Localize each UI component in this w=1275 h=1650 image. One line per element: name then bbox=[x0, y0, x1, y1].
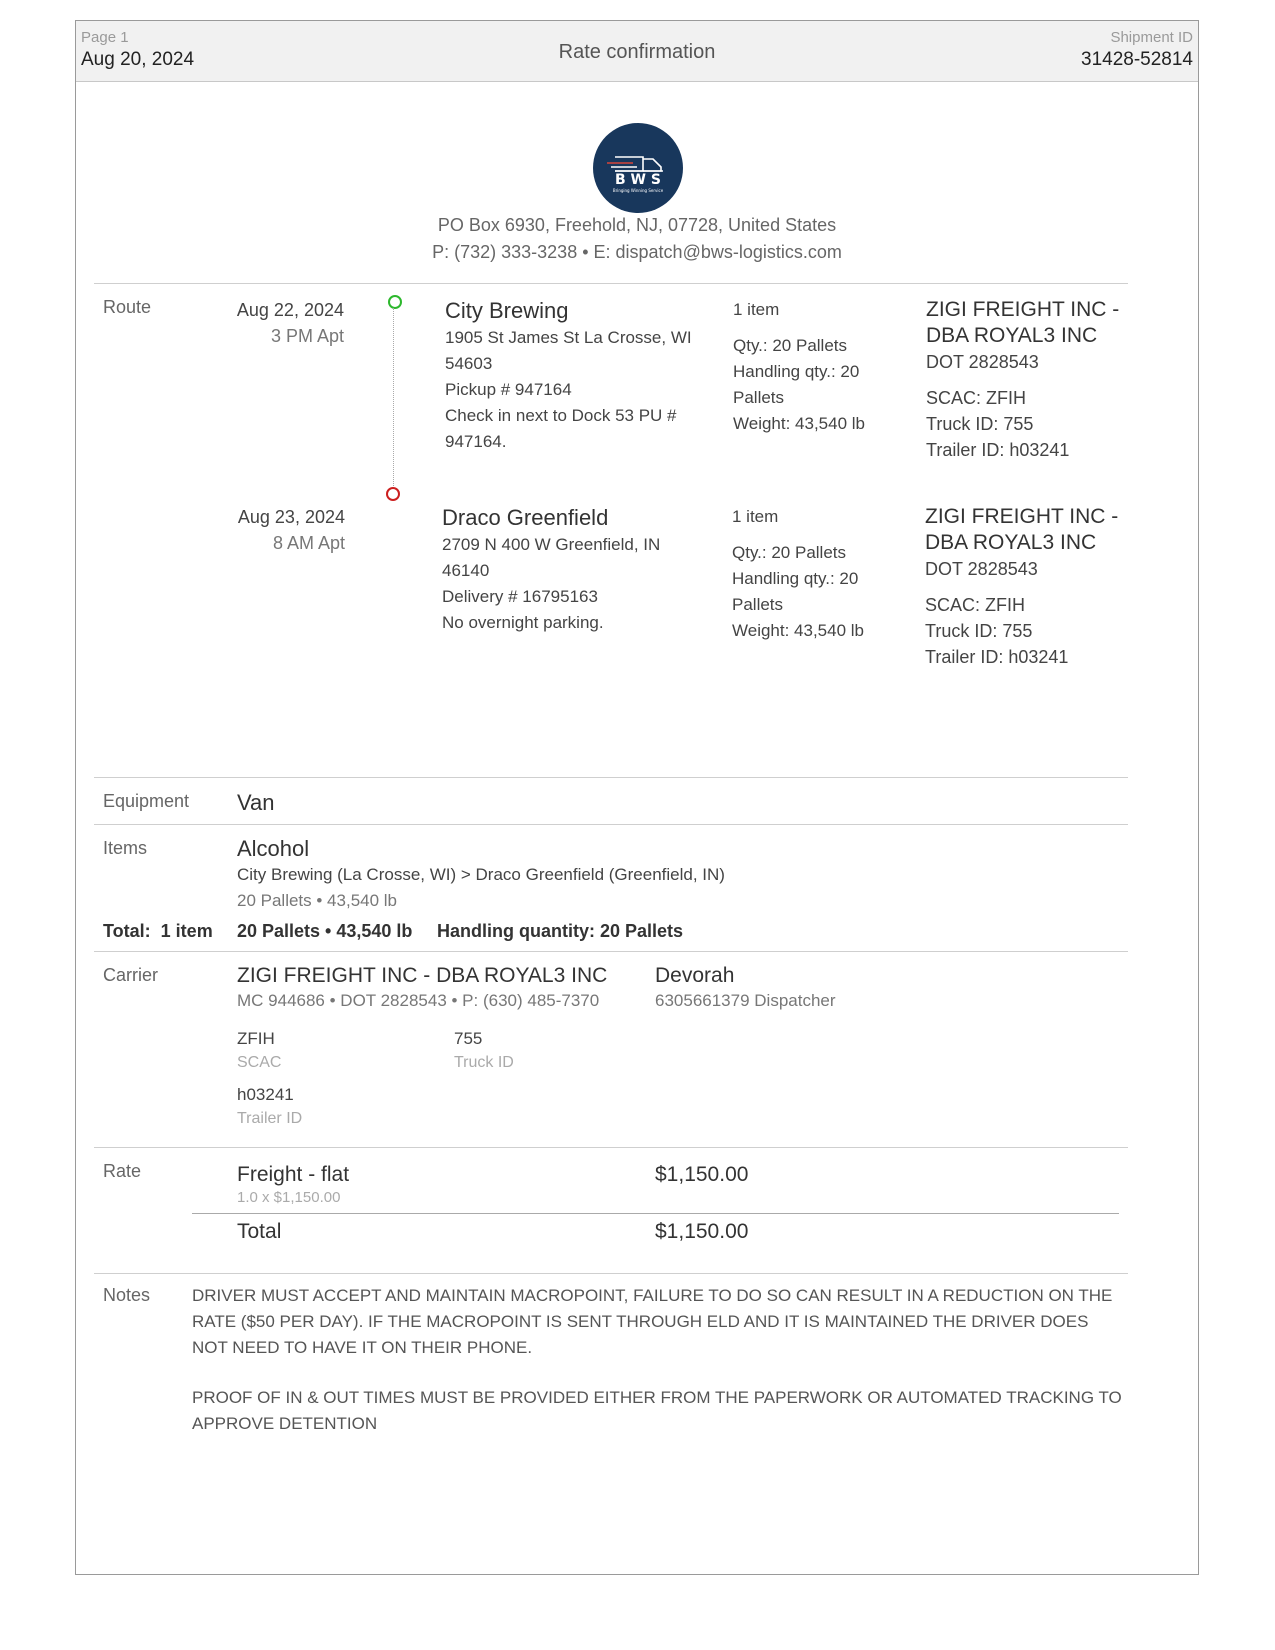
stop-2-item-count: 1 item bbox=[732, 507, 779, 526]
carrier-truck-value: 755 bbox=[454, 1029, 483, 1048]
carrier-name: ZIGI FREIGHT INC - DBA ROYAL3 INC bbox=[237, 964, 608, 987]
notes-paragraph-2: PROOF OF IN & OUT TIMES MUST BE PROVIDED EITHER FROM THE PAPERWORK OR AUTOMATED TRACKING TO APPROVE DETENTION bbox=[192, 1388, 1122, 1433]
stop-2-date: Aug 23, 2024 bbox=[237, 507, 345, 527]
stop-1-reference: Pickup # 947164 bbox=[445, 380, 572, 399]
notes-paragraph-1: DRIVER MUST ACCEPT AND MAINTAIN MACROPOINT, FAILURE TO DO SO CAN RESULT IN A REDUCTION ON THE RATE ($50 PER DAY). IF THE MACROPOINT IS SENT THROUGH ELD AND IT IS MAINTAINED THE DRIVER DOES NOT NEED TO HAVE IT ON THEIR PHONE. bbox=[192, 1286, 1113, 1357]
divider bbox=[94, 951, 1128, 952]
document-title: Rate confirmation bbox=[558, 41, 716, 63]
item-name: Alcohol bbox=[237, 836, 310, 861]
divider bbox=[94, 777, 1128, 778]
stop-1-items bbox=[733, 297, 883, 437]
carrier-scac bbox=[237, 1026, 281, 1074]
stop-1-location bbox=[445, 297, 710, 455]
stop-1-carrier bbox=[926, 297, 1126, 463]
document-header bbox=[76, 21, 1198, 82]
carrier-contact-name: Devorah bbox=[655, 964, 735, 987]
rate-total-amount: $1,150.00 bbox=[655, 1220, 749, 1243]
items-total-summary: 20 Pallets • 43,540 lb bbox=[237, 921, 413, 941]
stop-2-dot: DOT 2828543 bbox=[925, 559, 1038, 579]
stop-1-note: Check in next to Dock 53 PU # 947164. bbox=[445, 406, 677, 451]
pickup-marker-icon bbox=[388, 295, 402, 309]
company-contact: P: (732) 333-3238 • E: dispatch@bws-logistics.com bbox=[432, 242, 842, 262]
stop-2-qty: Qty.: 20 Pallets bbox=[732, 543, 847, 562]
stop-2-carrier bbox=[925, 504, 1125, 670]
stop-1-address: 1905 St James St La Crosse, WI 54603 bbox=[445, 328, 692, 373]
divider bbox=[94, 283, 1128, 284]
document-date: Aug 20, 2024 bbox=[81, 49, 195, 70]
logo-tagline: Bringing Winning Service bbox=[612, 188, 664, 193]
stop-1-item-count: 1 item bbox=[733, 300, 780, 319]
shipment-id-label: Shipment ID bbox=[1110, 29, 1193, 46]
shipment-id-value: 31428-52814 bbox=[1081, 49, 1193, 70]
carrier-details: MC 944686 • DOT 2828543 • P: (630) 485-7370 bbox=[237, 991, 600, 1010]
stop-2-address: 2709 N 400 W Greenfield, IN 46140 bbox=[442, 535, 661, 580]
carrier-scac-label: SCAC bbox=[237, 1054, 282, 1071]
stop-2-truck: Truck ID: 755 bbox=[925, 621, 1033, 641]
divider bbox=[94, 1273, 1128, 1274]
equipment-value: Van bbox=[237, 790, 275, 815]
notes-label: Notes bbox=[103, 1285, 151, 1305]
stop-1-truck: Truck ID: 755 bbox=[926, 414, 1034, 434]
stop-2-time: 8 AM Apt bbox=[272, 533, 345, 553]
stop-2-datetime bbox=[195, 504, 345, 556]
items-total bbox=[103, 921, 213, 942]
stop-1-qty: Qty.: 20 Pallets bbox=[733, 336, 848, 355]
carrier-trailer bbox=[237, 1082, 302, 1130]
rate-label: Rate bbox=[103, 1161, 142, 1181]
stop-2-weight: Weight: 43,540 lb bbox=[732, 621, 864, 640]
stop-2-reference: Delivery # 16795163 bbox=[442, 587, 598, 606]
stop-2-name: Draco Greenfield bbox=[442, 505, 609, 530]
route-connector-line bbox=[393, 308, 394, 486]
stop-2-carrier-name: ZIGI FREIGHT INC - DBA ROYAL3 INC bbox=[925, 505, 1119, 554]
items-total-handling: Handling quantity: 20 Pallets bbox=[437, 921, 684, 941]
stop-2-handling: Handling qty.: 20 Pallets bbox=[732, 569, 859, 614]
carrier-label: Carrier bbox=[103, 965, 159, 985]
carrier-truck-label: Truck ID bbox=[454, 1054, 514, 1071]
company-address: PO Box 6930, Freehold, NJ, 07728, United States bbox=[437, 215, 837, 235]
stop-1-carrier-name: ZIGI FREIGHT INC - DBA ROYAL3 INC bbox=[926, 298, 1120, 347]
carrier-trailer-value: h03241 bbox=[237, 1085, 294, 1104]
stop-2-scac: SCAC: ZFIH bbox=[925, 595, 1026, 615]
rate-line bbox=[237, 1163, 349, 1209]
page-label: Page 1 bbox=[81, 29, 129, 46]
route-label: Route bbox=[103, 297, 152, 317]
rate-line-detail: 1.0 x $1,150.00 bbox=[237, 1189, 341, 1206]
notes-body bbox=[192, 1283, 1122, 1437]
stop-2-note: No overnight parking. bbox=[442, 613, 604, 632]
items-detail bbox=[237, 836, 725, 914]
rate-total-label: Total bbox=[237, 1220, 282, 1243]
header-right bbox=[1081, 29, 1193, 71]
item-lane: City Brewing (La Crosse, WI) > Draco Greenfield (Greenfield, IN) bbox=[237, 865, 725, 884]
carrier-truck bbox=[454, 1026, 514, 1074]
carrier-contact-detail: 6305661379 Dispatcher bbox=[655, 991, 836, 1010]
divider bbox=[94, 1147, 1128, 1148]
equipment-label: Equipment bbox=[103, 791, 190, 811]
carrier-scac-value: ZFIH bbox=[237, 1029, 275, 1048]
stop-1-name: City Brewing bbox=[445, 298, 569, 323]
document-frame bbox=[75, 20, 1199, 1575]
company-logo bbox=[593, 123, 683, 213]
stop-1-weight: Weight: 43,540 lb bbox=[733, 414, 865, 433]
stop-2-items bbox=[732, 504, 882, 644]
stop-1-handling: Handling qty.: 20 Pallets bbox=[733, 362, 860, 407]
items-total-count: 1 item bbox=[160, 921, 213, 941]
rate-line-amount: $1,150.00 bbox=[655, 1163, 749, 1186]
carrier-trailer-label: Trailer ID bbox=[237, 1110, 303, 1127]
truck-logo-icon bbox=[593, 123, 683, 213]
carrier-contact bbox=[655, 964, 836, 1014]
delivery-marker-icon bbox=[386, 487, 400, 501]
stop-1-datetime bbox=[194, 297, 344, 349]
item-summary: 20 Pallets • 43,540 lb bbox=[237, 891, 398, 910]
stop-1-trailer: Trailer ID: h03241 bbox=[926, 440, 1070, 460]
items-total-label: Total: bbox=[103, 921, 151, 941]
stop-2-trailer: Trailer ID: h03241 bbox=[925, 647, 1069, 667]
rate-line-name: Freight - flat bbox=[237, 1163, 350, 1186]
stop-1-time: 3 PM Apt bbox=[270, 326, 344, 346]
stop-1-date: Aug 22, 2024 bbox=[236, 300, 344, 320]
divider bbox=[94, 824, 1128, 825]
rate-divider bbox=[192, 1213, 1119, 1214]
logo-text: B W S bbox=[615, 172, 661, 188]
stop-2-location bbox=[442, 504, 707, 636]
stop-1-dot: DOT 2828543 bbox=[926, 352, 1039, 372]
carrier-info bbox=[237, 964, 657, 1014]
stop-1-scac: SCAC: ZFIH bbox=[926, 388, 1027, 408]
items-label: Items bbox=[103, 838, 148, 858]
